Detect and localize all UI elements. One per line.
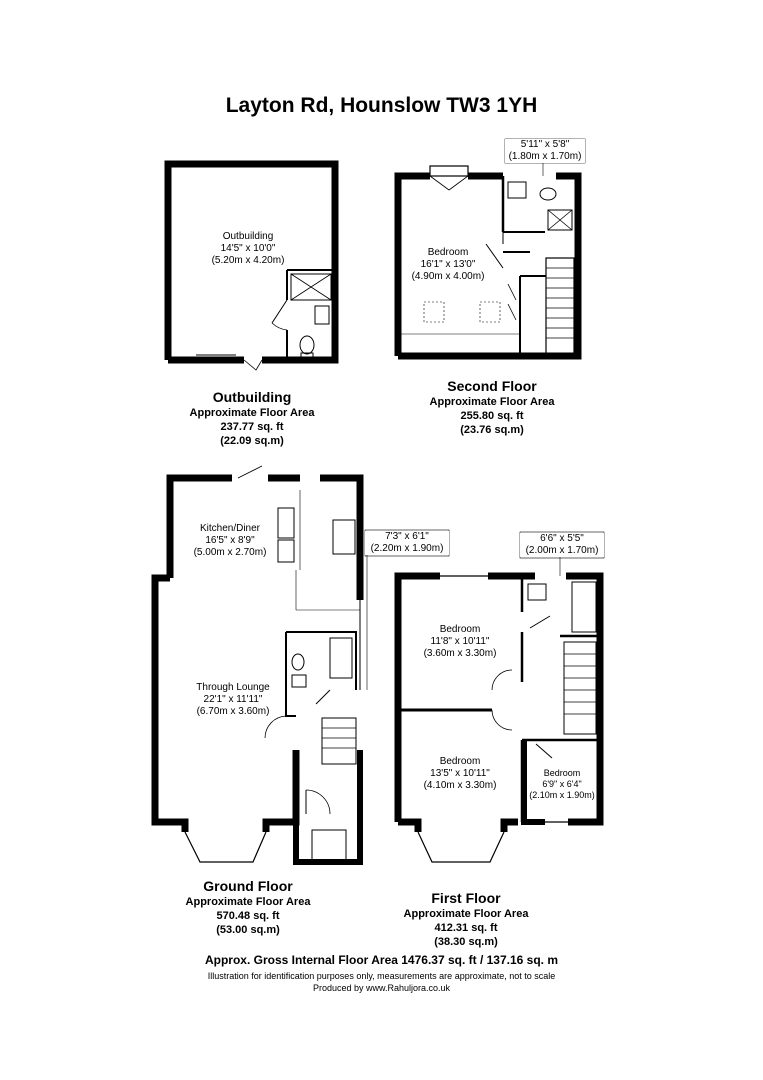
room-dims-metric: (4.90m x 4.00m)	[411, 271, 485, 282]
room-dims-metric: (2.20m x 1.90m)	[370, 543, 444, 554]
room-dims-metric: (2.00m x 1.70m)	[525, 545, 599, 556]
room-dims-imperial: 16'5" x 8'9"	[205, 535, 255, 546]
page-title: Layton Rd, Hounslow TW3 1YH	[225, 94, 538, 117]
floor-area-sqm: (22.09 sq.m)	[220, 435, 284, 447]
room-dims-imperial: 22'1" x 11'11"	[203, 694, 263, 705]
gross-area: Approx. Gross Internal Floor Area 1476.37 sq. ft / 137.16 sq. m	[204, 953, 558, 967]
room-dims-metric: (4.10m x 3.30m)	[423, 780, 497, 791]
room-name: Bedroom	[439, 624, 481, 635]
room-ground-wc	[365, 531, 449, 555]
room-dims-imperial: 6'6" x 5'5"	[540, 533, 584, 544]
floor-area-label: Approximate Floor Area	[429, 396, 555, 408]
outbuilding-plan	[168, 164, 335, 370]
floor-area-label: Approximate Floor Area	[403, 908, 529, 920]
room-kitchen	[180, 523, 280, 559]
floor-name: Outbuilding	[212, 389, 292, 405]
floor-label-second	[412, 377, 572, 437]
room-name: Through Lounge	[196, 682, 270, 693]
room-second-bedroom	[398, 247, 498, 283]
room-dims-imperial: 13'5" x 10'11"	[430, 768, 490, 779]
floor-name: Second Floor	[447, 378, 537, 394]
floor-area-sqft: 412.31 sq. ft	[434, 922, 498, 934]
room-dims-metric: (3.60m x 3.30m)	[423, 648, 497, 659]
disclaimer: Illustration for identification purposes only, measurements are approximate, not to scale	[207, 971, 556, 981]
floor-area-sqft: 570.48 sq. ft	[216, 910, 280, 922]
room-dims-imperial: 11'8" x 10'11"	[430, 636, 490, 647]
room-lounge	[178, 682, 288, 718]
room-dims-imperial: 7'3" x 6'1"	[385, 531, 429, 542]
room-name: Outbuilding	[222, 231, 274, 242]
room-dims-imperial: 16'1" x 13'0"	[420, 259, 476, 270]
room-dims-metric: (2.10m x 1.90m)	[529, 790, 595, 800]
floor-area-label: Approximate Floor Area	[189, 407, 315, 419]
floor-name: Ground Floor	[203, 878, 293, 894]
floor-area-label: Approximate Floor Area	[185, 896, 311, 908]
producer-credit: Produced by www.Rahuljora.co.uk	[312, 983, 451, 993]
first-floor-plan	[398, 576, 600, 862]
floor-area-sqm: (53.00 sq.m)	[216, 924, 280, 936]
floor-label-first	[386, 889, 546, 949]
room-name: Bedroom	[427, 247, 469, 258]
floor-area-sqft: 255.80 sq. ft	[460, 410, 524, 422]
room-name: Kitchen/Diner	[199, 523, 261, 534]
floor-area-sqm: (38.30 sq.m)	[434, 936, 498, 948]
floor-label-ground	[168, 877, 328, 937]
room-first-bath	[520, 533, 604, 557]
room-name: Bedroom	[439, 756, 481, 767]
room-dims-metric: (5.20m x 4.20m)	[211, 255, 285, 266]
floor-label-outbuilding	[172, 388, 332, 448]
floor-area-sqm: (23.76 sq.m)	[460, 424, 524, 436]
room-dims-metric: (1.80m x 1.70m)	[508, 151, 582, 162]
room-dims-metric: (5.00m x 2.70m)	[193, 547, 267, 558]
room-outbuilding	[188, 231, 308, 267]
floor-name: First Floor	[431, 890, 501, 906]
floor-area-sqft: 237.77 sq. ft	[220, 421, 284, 433]
room-first-bedroom-2	[410, 756, 510, 792]
room-dims-imperial: 6'9" x 6'4"	[542, 779, 582, 789]
room-dims-imperial: 14'5" x 10'0"	[220, 243, 276, 254]
room-name: Bedroom	[543, 768, 581, 778]
room-second-shower	[505, 139, 585, 163]
room-first-bedroom-3	[524, 768, 600, 801]
room-first-bedroom-1	[410, 624, 510, 660]
room-dims-metric: (6.70m x 3.60m)	[196, 706, 270, 717]
room-dims-imperial: 5'11" x 5'8"	[520, 139, 570, 150]
